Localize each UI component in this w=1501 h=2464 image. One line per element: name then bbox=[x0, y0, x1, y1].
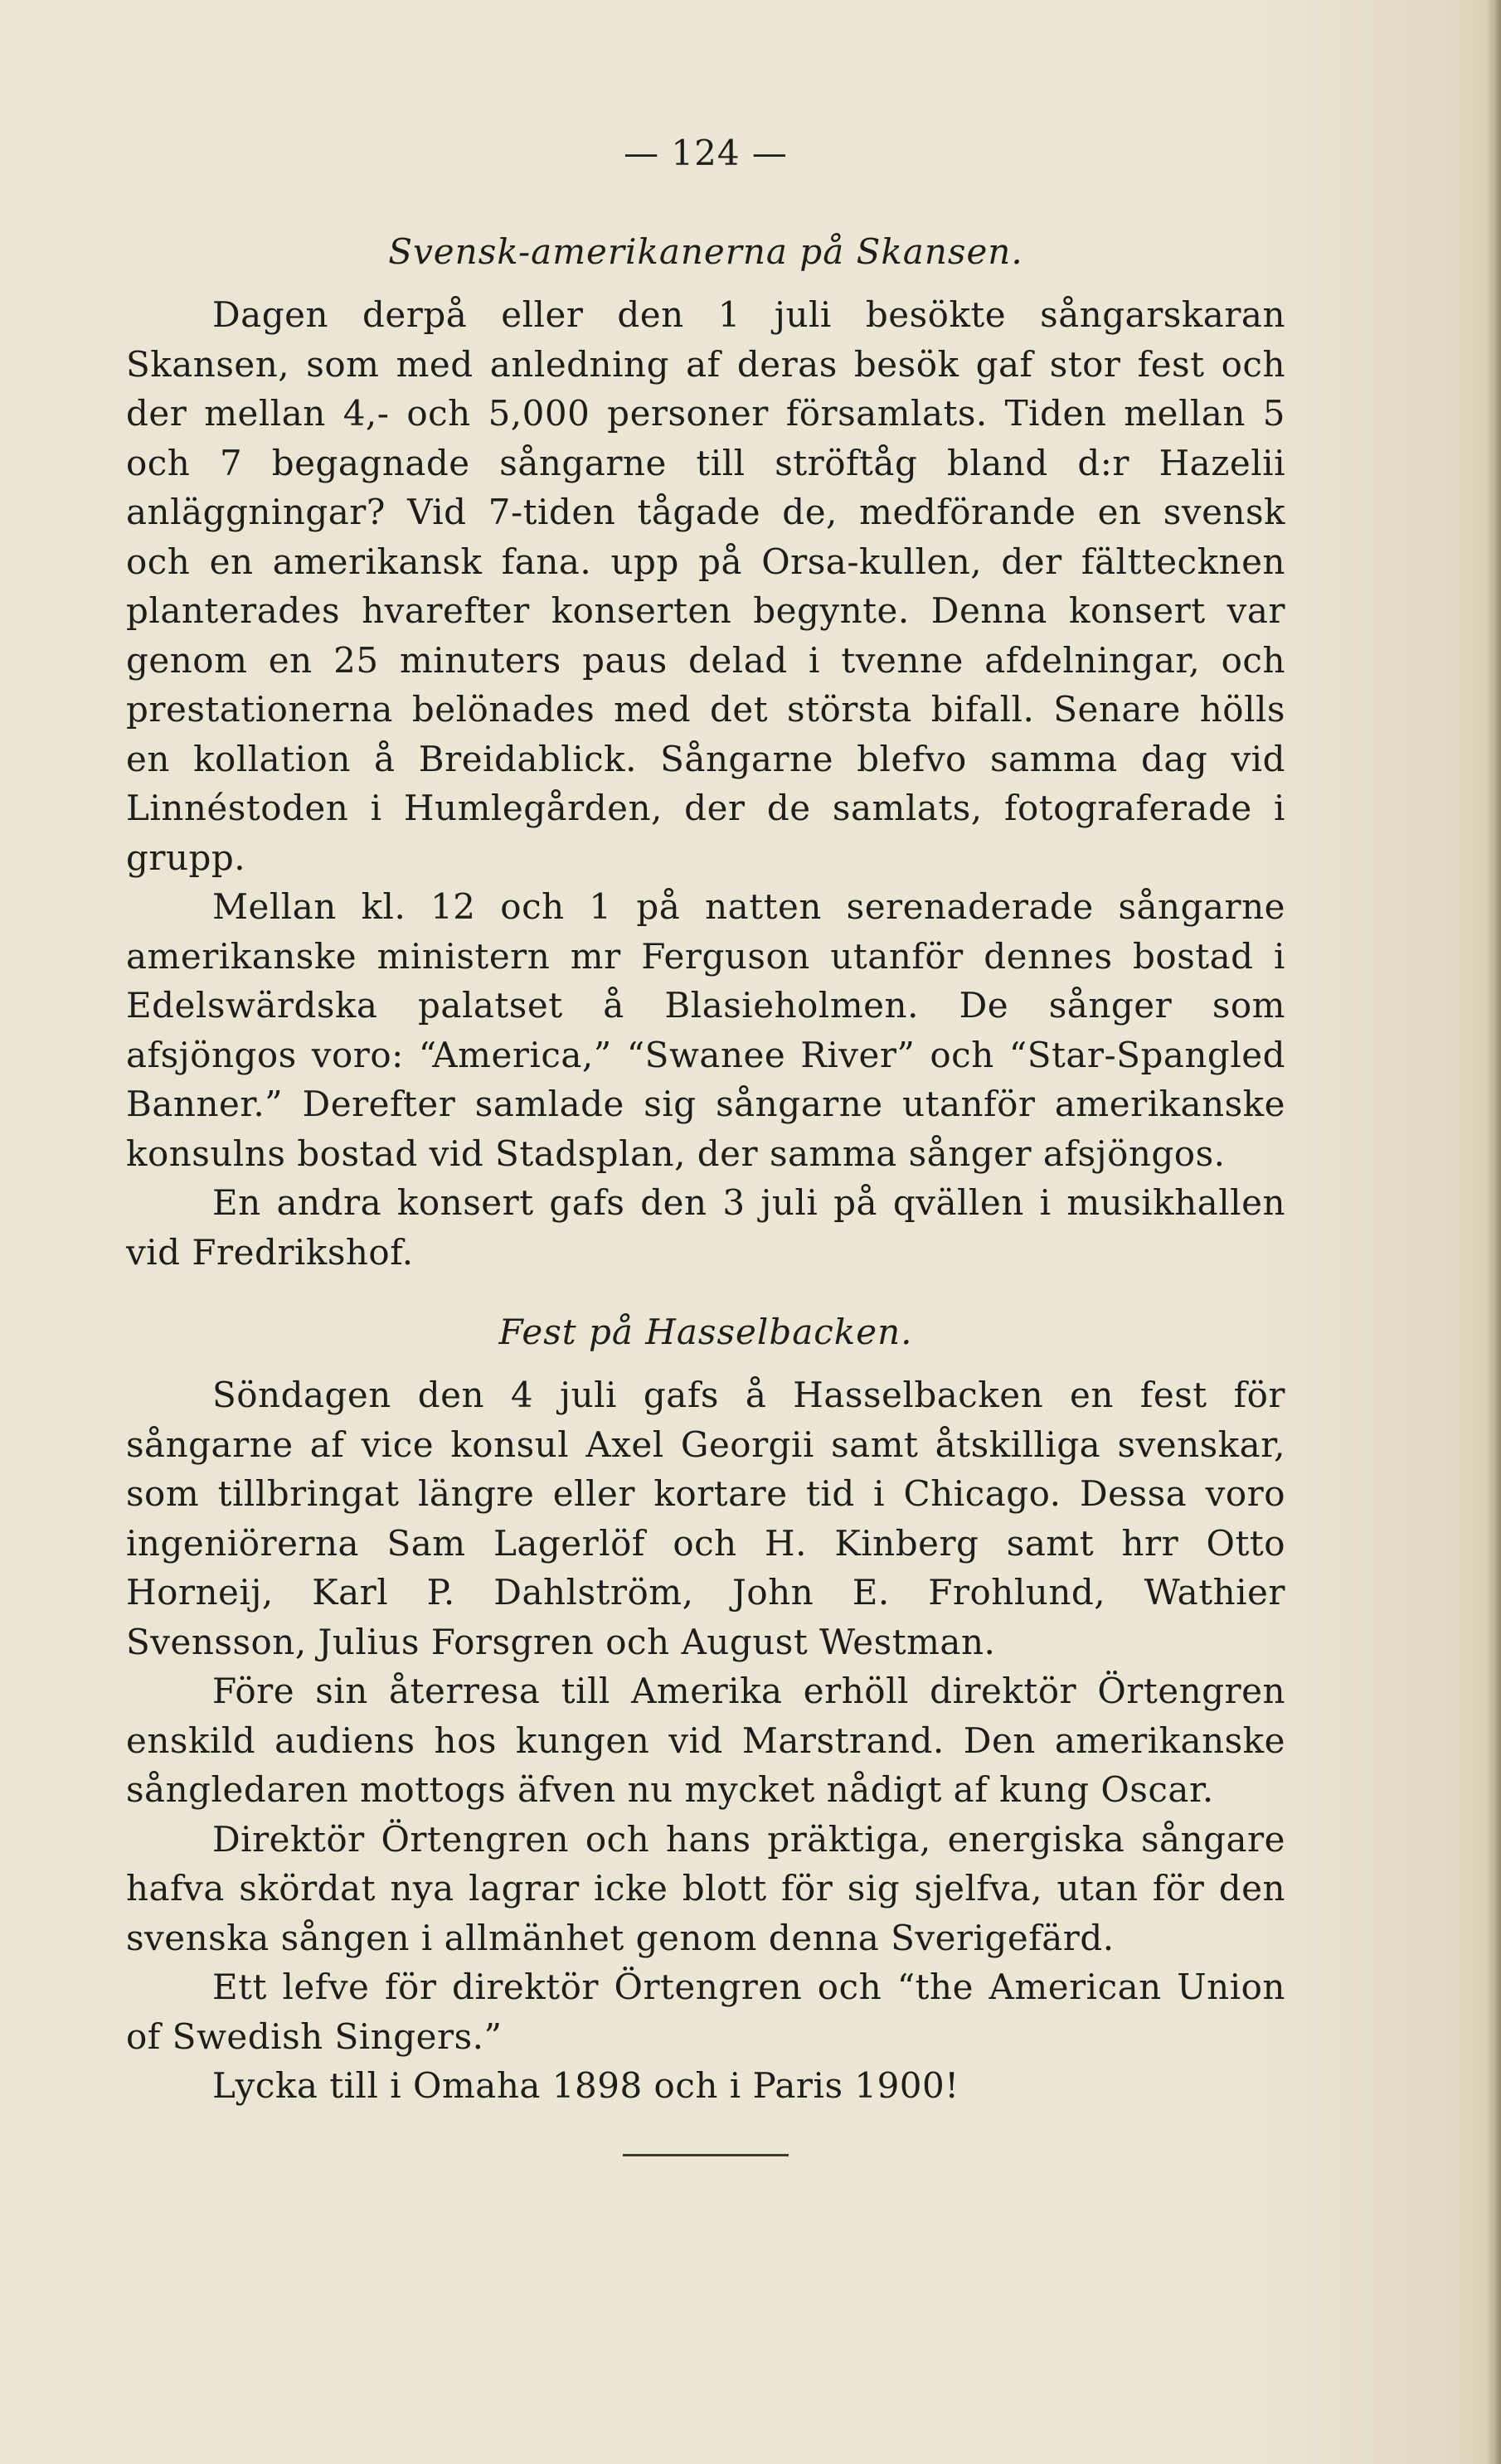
paragraph: Dagen derpå eller den 1 juli besökte sångarskaran Skansen, som med anledning af deras besök gaf stor fest och der mellan 4,- och 5,000 personer församlats. Tiden mellan 5 och 7 begagnade sångarne till ströftåg bland d:r Hazelii anläggningar? Vid 7-tiden tågade de, medförande en svensk och en amerikansk fana. upp på Orsa-kullen, der fälttecknen planterades hvarefter konserten begynte. Denna konsert var genom en 25 minuters paus delad i tvenne afdelningar, och prestationerna belönades med det största bifall. Senare hölls en kollation å Breidablick. Sångarne blefvo samma dag vid Linnéstoden i Humlegården, der de samlats, fotograferade i grupp. bbox=[126, 294, 1285, 878]
paragraph: Söndagen den 4 juli gafs å Hasselbacken en fest för sångarne af vice konsul Axel Georgii samt åtskilliga svenskar, som tillbringat längre eller kortare tid i Chicago. Dessa voro ingeniörerna Sam Lagerlöf och H. Kinberg samt hrr Otto Horneij, Karl P. Dahlström, John E. Frohlund, Wathier Svensson, Julius Forsgren och August Westman. bbox=[126, 1375, 1285, 1662]
page-content bbox=[126, 133, 1285, 2156]
section-title-skansen: Svensk-amerikanerna på Skansen. bbox=[388, 231, 1023, 272]
paragraph: Lycka till i Omaha 1898 och i Paris 1900! bbox=[212, 2065, 959, 2106]
page-number: — 124 — bbox=[624, 133, 788, 173]
paragraph: Direktör Örtengren och hans präktiga, energiska sångare hafva skördat nya lagrar icke blott för sig sjelfva, utan för den svenska sången i allmänhet genom denna Sverigefärd. bbox=[126, 1818, 1285, 1958]
paragraph: Före sin återresa till Amerika erhöll direktör Örtengren enskild audiens hos kungen vid Marstrand. Den amerikanske sångledaren mottogs äfven nu mycket nådigt af kung Oscar. bbox=[126, 1671, 1285, 1810]
paragraph: Mellan kl. 12 och 1 på natten serenaderade sångarne amerikanske ministern mr Ferguson utanför dennes bostad i Edelswärdska palatset å Blasieholmen. De sånger som afsjöngos voro: “America,” “Swanee River” och “Star-Spangled Banner.” Derefter samlade sig sångarne utanför amerikanske konsulns bostad vid Stadsplan, der samma sånger afsjöngos. bbox=[126, 886, 1285, 1174]
paragraph: En andra konsert gafs den 3 juli på qvällen i musikhallen vid Fredrikshof. bbox=[126, 1182, 1285, 1273]
paragraph: Ett lefve för direktör Örtengren och “the American Union of Swedish Singers.” bbox=[126, 1967, 1285, 2057]
closing-rule bbox=[623, 2154, 789, 2156]
section-title-hasselbacken: Fest på Hasselbacken. bbox=[498, 1312, 913, 1352]
page-edge-shadow bbox=[1486, 0, 1501, 2464]
